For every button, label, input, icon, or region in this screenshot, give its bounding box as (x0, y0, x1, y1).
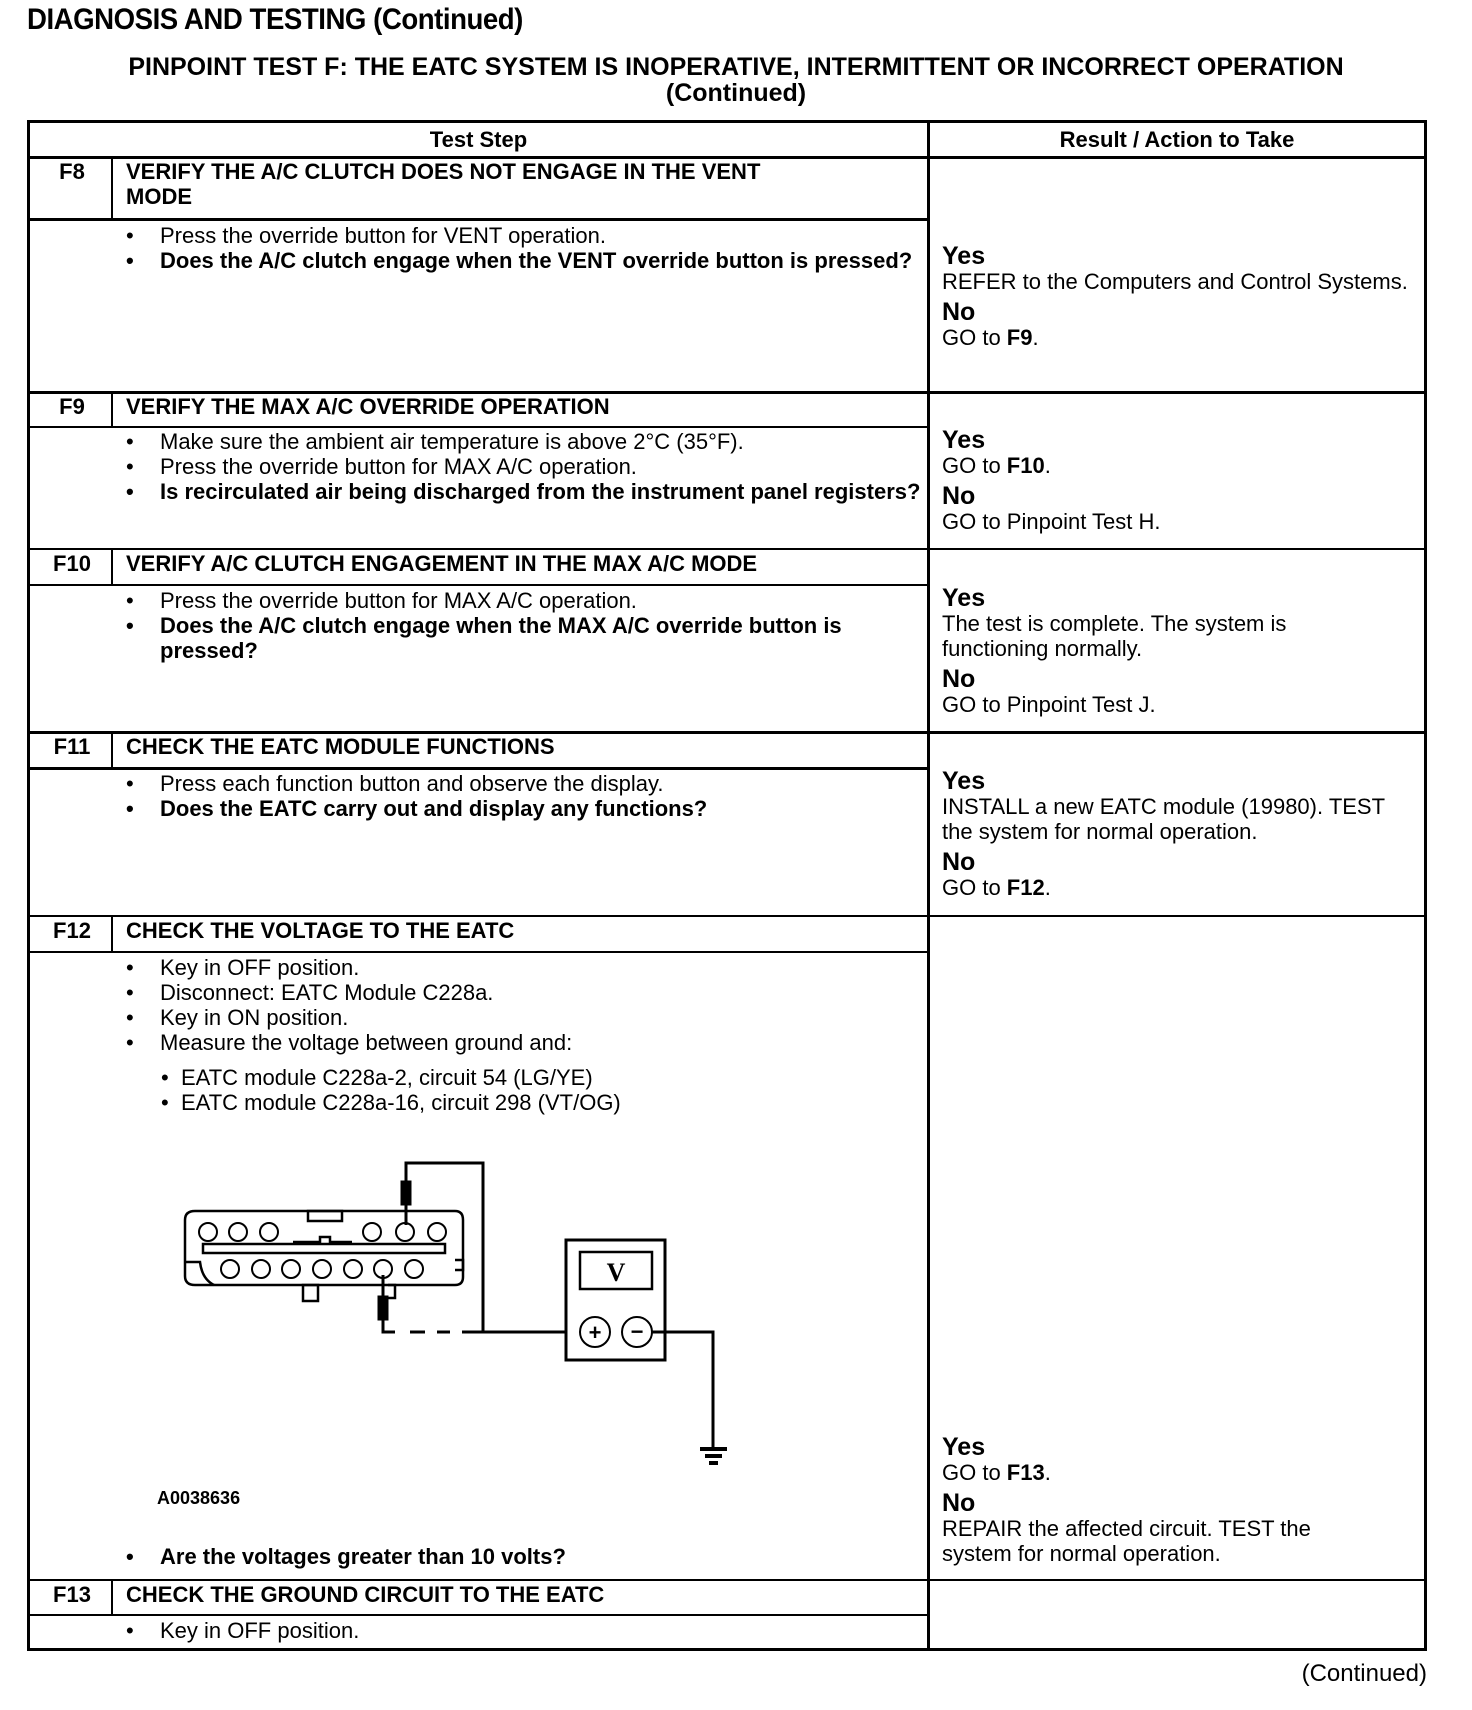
no-label: No (942, 1489, 976, 1517)
step-heading-f9: VERIFY THE MAX A/C OVERRIDE OPERATION (126, 394, 610, 419)
yes-action-text: . (1044, 1460, 1051, 1485)
yes-label: Yes (942, 426, 986, 454)
step-instruction: • Press each function button and observe the display. (123, 771, 923, 796)
minus-terminal-label: − (630, 1319, 644, 1344)
ground-symbol-icon (652, 1332, 727, 1463)
step-question: • Are the voltages greater than 10 volts? (123, 1544, 923, 1569)
pinpoint-test-title-line1: PINPOINT TEST F: THE EATC SYSTEM IS INOPERATIVE, INTERMITTENT OR INCORRECT OPERATION (128, 53, 1344, 81)
no-action: GO to Pinpoint Test H. (942, 509, 1161, 534)
step-number-f12: F12 (53, 918, 91, 943)
page-title: DIAGNOSIS AND TESTING (Continued) (27, 3, 523, 36)
no-action: GO to Pinpoint Test J. (942, 692, 1156, 717)
step-heading-f13: CHECK THE GROUND CIRCUIT TO THE EATC (126, 1582, 605, 1607)
header-result: Result / Action to Take (1059, 127, 1295, 152)
step-instruction: • Make sure the ambient air temperature is above 2°C (35°F). (123, 429, 923, 454)
goto-step-link[interactable]: F12 (1006, 875, 1045, 900)
no-action-text: . (1032, 325, 1039, 350)
step-heading-line: MODE (126, 184, 192, 209)
connector-pins (199, 1223, 446, 1278)
no-action-text: GO to (942, 875, 1007, 900)
step-heading-line: VERIFY THE A/C CLUTCH DOES NOT ENGAGE IN THE VENT (126, 159, 761, 184)
step-number-f11: F11 (53, 734, 91, 759)
step-number-f9: F9 (59, 394, 85, 419)
no-action: REPAIR the affected circuit. TEST the system for normal operation. (942, 1516, 1311, 1566)
step-question: • Does the A/C clutch engage when the MAX A/C override button is pressed? (123, 613, 923, 663)
yes-label: Yes (942, 767, 986, 795)
no-label: No (942, 665, 976, 693)
yes-action-text: GO to (942, 453, 1007, 478)
yes-action: INSTALL a new EATC module (19980). TEST the system for normal operation. (942, 794, 1385, 844)
step-question: • Is recirculated air being discharged from the instrument panel registers? (123, 479, 923, 504)
yes-label: Yes (942, 242, 986, 270)
step-heading-f11: CHECK THE EATC MODULE FUNCTIONS (126, 734, 555, 759)
yes-label: Yes (942, 584, 986, 612)
no-label: No (942, 298, 976, 326)
step-instruction: • Press the override button for VENT operation. (123, 223, 923, 248)
step-instruction: • Disconnect: EATC Module C228a. (123, 980, 923, 1005)
yes-action-text: GO to (942, 1460, 1007, 1485)
step-instruction: • Key in OFF position. (123, 1618, 923, 1643)
step-instruction: • Key in OFF position. (123, 955, 923, 980)
step-number-f8: F8 (59, 159, 85, 184)
header-test-step: Test Step (429, 127, 528, 152)
measurement-point: • EATC module C228a-2, circuit 54 (LG/YE) (123, 1065, 923, 1090)
step-question: • Does the A/C clutch engage when the VENT override button is pressed? (123, 248, 923, 273)
no-label: No (942, 848, 976, 876)
yes-action: REFER to the Computers and Control Systems. (942, 269, 1408, 294)
continued-footer: (Continued) (1301, 1660, 1427, 1687)
plus-terminal-label: + (588, 1320, 602, 1345)
step-heading-f10: VERIFY A/C CLUTCH ENGAGEMENT IN THE MAX A/C MODE (126, 551, 758, 576)
meter-label: V (606, 1258, 626, 1287)
connector-c228a-icon (185, 1211, 463, 1301)
step-instruction: • Press the override button for MAX A/C operation. (123, 588, 923, 613)
measurement-point: • EATC module C228a-16, circuit 298 (VT/OG) (123, 1090, 923, 1115)
goto-step-link[interactable]: F9 (1006, 325, 1033, 350)
goto-step-link[interactable]: F13 (1006, 1460, 1045, 1485)
step-instruction: • Measure the voltage between ground and: (123, 1030, 923, 1055)
step-heading-f12: CHECK THE VOLTAGE TO THE EATC (126, 918, 515, 943)
no-action-text: GO to (942, 325, 1007, 350)
no-label: No (942, 482, 976, 510)
step-number-f13: F13 (53, 1582, 91, 1607)
step-instruction: • Key in ON position. (123, 1005, 923, 1030)
step-question: • Does the EATC carry out and display any functions? (123, 796, 923, 821)
voltmeter-icon (566, 1240, 665, 1360)
step-number-f10: F10 (53, 551, 91, 576)
test-probe-icon (379, 1163, 566, 1332)
step-instruction: • Press the override button for MAX A/C operation. (123, 454, 923, 479)
yes-action: The test is complete. The system is functioning normally. (942, 611, 1287, 661)
goto-step-link[interactable]: F10 (1006, 453, 1045, 478)
yes-action-text: . (1044, 453, 1051, 478)
pinpoint-test-title-line2: (Continued) (665, 79, 807, 107)
no-action-text: . (1044, 875, 1051, 900)
figure-id: A0038636 (157, 1488, 241, 1508)
yes-label: Yes (942, 1433, 986, 1461)
